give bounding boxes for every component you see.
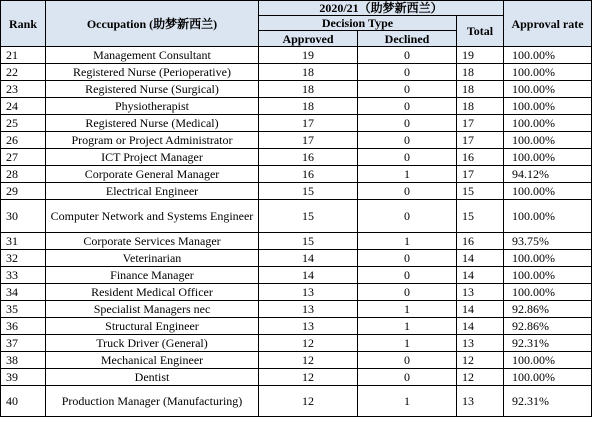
approval-rate-cell: 100.00% bbox=[504, 64, 592, 81]
rank-cell: 32 bbox=[1, 250, 46, 267]
declined-cell: 0 bbox=[358, 250, 457, 267]
approved-cell: 13 bbox=[259, 301, 358, 318]
approved-cell: 12 bbox=[259, 352, 358, 369]
total-cell: 13 bbox=[457, 335, 504, 352]
table-row bbox=[1, 335, 592, 352]
approval-rate-cell: 92.86% bbox=[504, 301, 592, 318]
total-cell: 14 bbox=[457, 301, 504, 318]
approval-rate-cell: 100.00% bbox=[504, 115, 592, 132]
declined-cell: 0 bbox=[358, 98, 457, 115]
occupation-cell: Veterinarian bbox=[46, 250, 259, 267]
occupation-cell: Specialist Managers nec bbox=[46, 301, 259, 318]
table-row bbox=[1, 166, 592, 183]
total-cell: 12 bbox=[457, 352, 504, 369]
year-header: 2020/21（助梦新西兰） bbox=[259, 1, 504, 16]
rank-cell: 28 bbox=[1, 166, 46, 183]
table-row bbox=[1, 98, 592, 115]
approval-rate-header: Approval rate bbox=[504, 1, 592, 47]
total-cell: 14 bbox=[457, 318, 504, 335]
approval-rate-cell: 100.00% bbox=[504, 47, 592, 64]
rank-cell: 39 bbox=[1, 369, 46, 386]
occupation-cell: Structural Engineer bbox=[46, 318, 259, 335]
declined-header: Declined bbox=[358, 31, 457, 47]
rank-cell: 38 bbox=[1, 352, 46, 369]
approval-rate-cell: 100.00% bbox=[504, 369, 592, 386]
table-body bbox=[1, 47, 592, 417]
declined-cell: 1 bbox=[358, 335, 457, 352]
total-cell: 14 bbox=[457, 250, 504, 267]
approved-cell: 18 bbox=[259, 81, 358, 98]
approval-rate-cell: 100.00% bbox=[504, 200, 592, 233]
table-row bbox=[1, 284, 592, 301]
approved-cell: 13 bbox=[259, 318, 358, 335]
occupation-cell: Mechanical Engineer bbox=[46, 352, 259, 369]
occupation-cell: Production Manager (Manufacturing) bbox=[46, 386, 259, 417]
declined-cell: 0 bbox=[358, 132, 457, 149]
approved-header: Approved bbox=[259, 31, 358, 47]
occupation-cell: Resident Medical Officer bbox=[46, 284, 259, 301]
total-cell: 16 bbox=[457, 149, 504, 166]
approval-rate-cell: 92.86% bbox=[504, 318, 592, 335]
occupation-header: Occupation (助梦新西兰) bbox=[46, 1, 259, 47]
rank-cell: 34 bbox=[1, 284, 46, 301]
approval-rate-cell: 92.31% bbox=[504, 386, 592, 417]
rank-header: Rank bbox=[1, 1, 46, 47]
declined-cell: 1 bbox=[358, 166, 457, 183]
approved-cell: 12 bbox=[259, 386, 358, 417]
approval-rate-cell: 100.00% bbox=[504, 267, 592, 284]
approval-rate-cell: 100.00% bbox=[504, 149, 592, 166]
rank-cell: 21 bbox=[1, 47, 46, 64]
approved-cell: 18 bbox=[259, 98, 358, 115]
table-row bbox=[1, 132, 592, 149]
decision-type-header: Decision Type bbox=[259, 16, 457, 31]
approved-cell: 17 bbox=[259, 132, 358, 149]
table-row bbox=[1, 64, 592, 81]
table-row bbox=[1, 149, 592, 166]
total-header: Total bbox=[457, 16, 504, 47]
total-cell: 15 bbox=[457, 183, 504, 200]
occupation-cell: Corporate General Manager bbox=[46, 166, 259, 183]
occupation-cell: Registered Nurse (Medical) bbox=[46, 115, 259, 132]
occupation-cell: Truck Driver (General) bbox=[46, 335, 259, 352]
approved-cell: 14 bbox=[259, 250, 358, 267]
approval-rate-cell: 92.31% bbox=[504, 335, 592, 352]
total-cell: 12 bbox=[457, 369, 504, 386]
rank-cell: 22 bbox=[1, 64, 46, 81]
approved-cell: 15 bbox=[259, 200, 358, 233]
rank-cell: 36 bbox=[1, 318, 46, 335]
rank-cell: 24 bbox=[1, 98, 46, 115]
total-cell: 13 bbox=[457, 284, 504, 301]
table-row bbox=[1, 47, 592, 64]
approval-rate-cell: 100.00% bbox=[504, 132, 592, 149]
table-row bbox=[1, 318, 592, 335]
rank-cell: 29 bbox=[1, 183, 46, 200]
rank-cell: 37 bbox=[1, 335, 46, 352]
declined-cell: 0 bbox=[358, 149, 457, 166]
table-row bbox=[1, 200, 592, 233]
approved-cell: 14 bbox=[259, 267, 358, 284]
table-row bbox=[1, 386, 592, 417]
table-row bbox=[1, 183, 592, 200]
approved-cell: 19 bbox=[259, 47, 358, 64]
occupation-cell: Corporate Services Manager bbox=[46, 233, 259, 250]
approval-rate-cell: 100.00% bbox=[504, 81, 592, 98]
rank-cell: 30 bbox=[1, 200, 46, 233]
table-row bbox=[1, 267, 592, 284]
declined-cell: 1 bbox=[358, 386, 457, 417]
total-cell: 17 bbox=[457, 132, 504, 149]
total-cell: 13 bbox=[457, 386, 504, 417]
occupation-cell: Program or Project Administrator bbox=[46, 132, 259, 149]
occupation-cell: Finance Manager bbox=[46, 267, 259, 284]
approval-rate-cell: 93.75% bbox=[504, 233, 592, 250]
table-header bbox=[1, 1, 592, 47]
table-row bbox=[1, 233, 592, 250]
occupation-cell: Computer Network and Systems Engineer bbox=[46, 200, 259, 233]
declined-cell: 0 bbox=[358, 81, 457, 98]
approval-rate-cell: 100.00% bbox=[504, 183, 592, 200]
table-row bbox=[1, 301, 592, 318]
rank-cell: 27 bbox=[1, 149, 46, 166]
total-cell: 15 bbox=[457, 200, 504, 233]
rank-cell: 23 bbox=[1, 81, 46, 98]
total-cell: 19 bbox=[457, 47, 504, 64]
declined-cell: 0 bbox=[358, 369, 457, 386]
occupation-cell: Registered Nurse (Perioperative) bbox=[46, 64, 259, 81]
declined-cell: 0 bbox=[358, 352, 457, 369]
table-row bbox=[1, 369, 592, 386]
approval-rate-cell: 94.12% bbox=[504, 166, 592, 183]
rank-cell: 25 bbox=[1, 115, 46, 132]
approved-cell: 17 bbox=[259, 115, 358, 132]
occupation-cell: ICT Project Manager bbox=[46, 149, 259, 166]
total-cell: 16 bbox=[457, 233, 504, 250]
declined-cell: 0 bbox=[358, 200, 457, 233]
approved-cell: 18 bbox=[259, 64, 358, 81]
occupation-cell: Registered Nurse (Surgical) bbox=[46, 81, 259, 98]
declined-cell: 0 bbox=[358, 115, 457, 132]
total-cell: 18 bbox=[457, 81, 504, 98]
approved-cell: 16 bbox=[259, 166, 358, 183]
occupation-cell: Physiotherapist bbox=[46, 98, 259, 115]
rank-cell: 26 bbox=[1, 132, 46, 149]
approval-rate-cell: 100.00% bbox=[504, 284, 592, 301]
total-cell: 14 bbox=[457, 267, 504, 284]
approved-cell: 16 bbox=[259, 149, 358, 166]
table-row bbox=[1, 115, 592, 132]
total-cell: 18 bbox=[457, 64, 504, 81]
table-row bbox=[1, 352, 592, 369]
approved-cell: 12 bbox=[259, 369, 358, 386]
occupation-cell: Management Consultant bbox=[46, 47, 259, 64]
declined-cell: 0 bbox=[358, 47, 457, 64]
approved-cell: 13 bbox=[259, 284, 358, 301]
approval-rate-cell: 100.00% bbox=[504, 98, 592, 115]
declined-cell: 1 bbox=[358, 233, 457, 250]
total-cell: 18 bbox=[457, 98, 504, 115]
rank-cell: 33 bbox=[1, 267, 46, 284]
declined-cell: 1 bbox=[358, 318, 457, 335]
approval-rate-cell: 100.00% bbox=[504, 352, 592, 369]
table-row bbox=[1, 250, 592, 267]
rank-cell: 31 bbox=[1, 233, 46, 250]
occupation-cell: Dentist bbox=[46, 369, 259, 386]
table-row bbox=[1, 81, 592, 98]
declined-cell: 0 bbox=[358, 183, 457, 200]
rank-cell: 40 bbox=[1, 386, 46, 417]
declined-cell: 1 bbox=[358, 301, 457, 318]
approval-rate-cell: 100.00% bbox=[504, 250, 592, 267]
approved-cell: 15 bbox=[259, 183, 358, 200]
declined-cell: 0 bbox=[358, 284, 457, 301]
total-cell: 17 bbox=[457, 115, 504, 132]
declined-cell: 0 bbox=[358, 267, 457, 284]
total-cell: 17 bbox=[457, 166, 504, 183]
rank-cell: 35 bbox=[1, 301, 46, 318]
occupation-cell: Electrical Engineer bbox=[46, 183, 259, 200]
approved-cell: 15 bbox=[259, 233, 358, 250]
declined-cell: 0 bbox=[358, 64, 457, 81]
approved-cell: 12 bbox=[259, 335, 358, 352]
